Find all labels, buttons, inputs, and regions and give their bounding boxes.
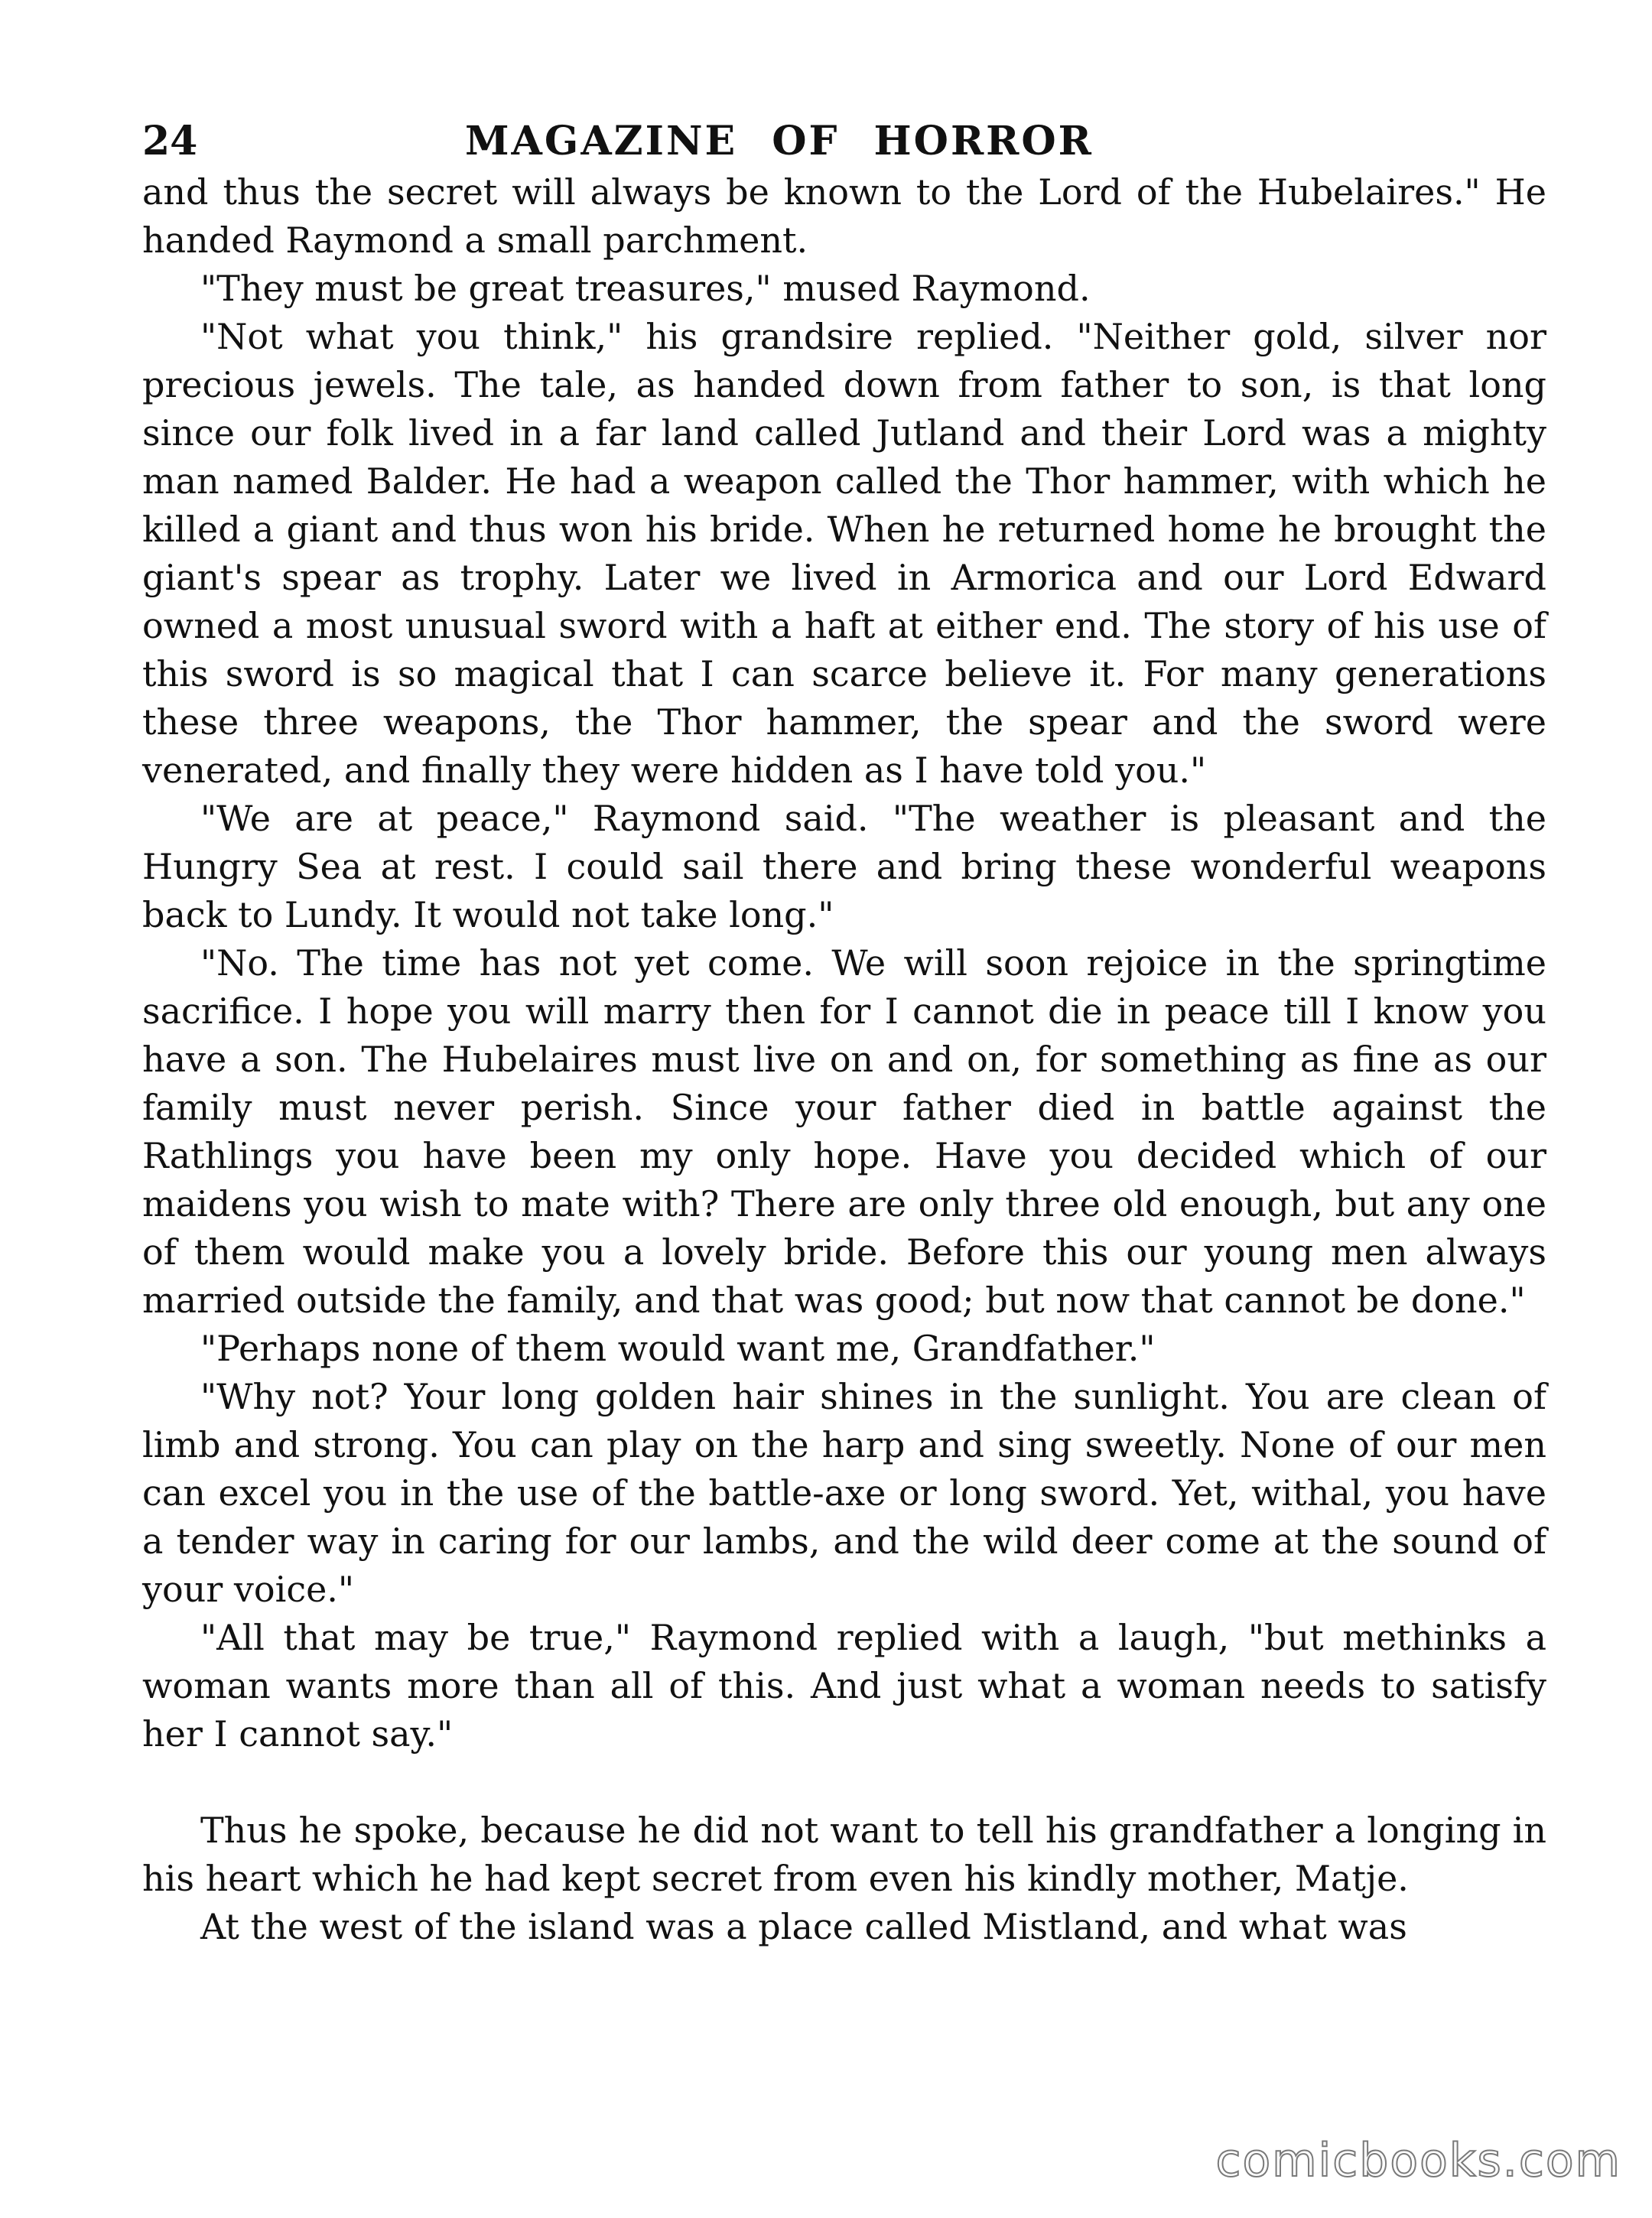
magazine-page [142, 115, 1546, 1951]
paragraph: Thus he spoke, because he did not want to tell his grandfather a longing in his heart which he had kept secret from even his kindly mother, Matje. [142, 1810, 1546, 1899]
paragraph: "Perhaps none of them would want me, Grandfather." [200, 1328, 1156, 1369]
paragraph: "They must be great treasures," mused Raymond. [200, 268, 1091, 309]
page-header [142, 115, 1546, 168]
paragraph: and thus the secret will always be known to the Lord of the Hubelaires." He handed Raymond a small parchment. [142, 171, 1546, 261]
paragraph: "Not what you think," his grandsire replied. "Neither gold, silver nor precious jewels. The tale, as handed down from father to son, is that long since our folk lived in a far land called Jutland and their Lord was a mighty man named Balder. He had a weapon called the Thor hammer, with which he killed a giant and thus won his bride. When he returned home he brought the giant's spear as trophy. Later we lived in Armorica and our Lord Edward owned a most unusual sword with a haft at either end. The story of his use of this sword is so magical that I can scarce believe it. For many generations these three weapons, the Thor hammer, the spear and the sword were venerated, and finally they were hidden as I have told you." [142, 316, 1546, 791]
story-text [142, 168, 1546, 1951]
paragraph: "We are at peace," Raymond said. "The weather is pleasant and the Hungry Sea at rest. I could sail there and bring these wonderful weapons back to Lundy. It would not take long." [142, 798, 1546, 935]
running-title: MAGAZINE OF HORROR [465, 118, 1094, 164]
page-number: 24 [142, 118, 198, 164]
paragraph: "Why not? Your long golden hair shines in the sunlight. You are clean of limb and strong. You can play on the harp and sing sweetly. None of our men can excel you in the use of the battle-axe or long sword. Yet, withal, you have a tender way in caring for our lambs, and the wild deer come at the sound of your voice." [142, 1376, 1546, 1610]
paragraph: "No. The time has not yet come. We will soon rejoice in the springtime sacrifice. I hope you will marry then for I cannot die in peace till I know you have a son. The Hubelaires must live on and on, for something as fine as our family must never perish. Since your father died in battle against the Rathlings you have been my only hope. Have you decided which of our maidens you wish to mate with? There are only three old enough, but any one of them would make you a lovely bride. Before this our young men always married outside the family, and that was good; but now that cannot be done." [142, 942, 1546, 1321]
paragraph: At the west of the island was a place called Mistland, and what was [200, 1906, 1407, 1947]
watermark: comicbooks.com [1215, 2134, 1621, 2187]
paragraph: "All that may be true," Raymond replied with a laugh, "but methinks a woman wants more than all of this. And just what a woman needs to satisfy her I cannot say." [142, 1617, 1546, 1755]
